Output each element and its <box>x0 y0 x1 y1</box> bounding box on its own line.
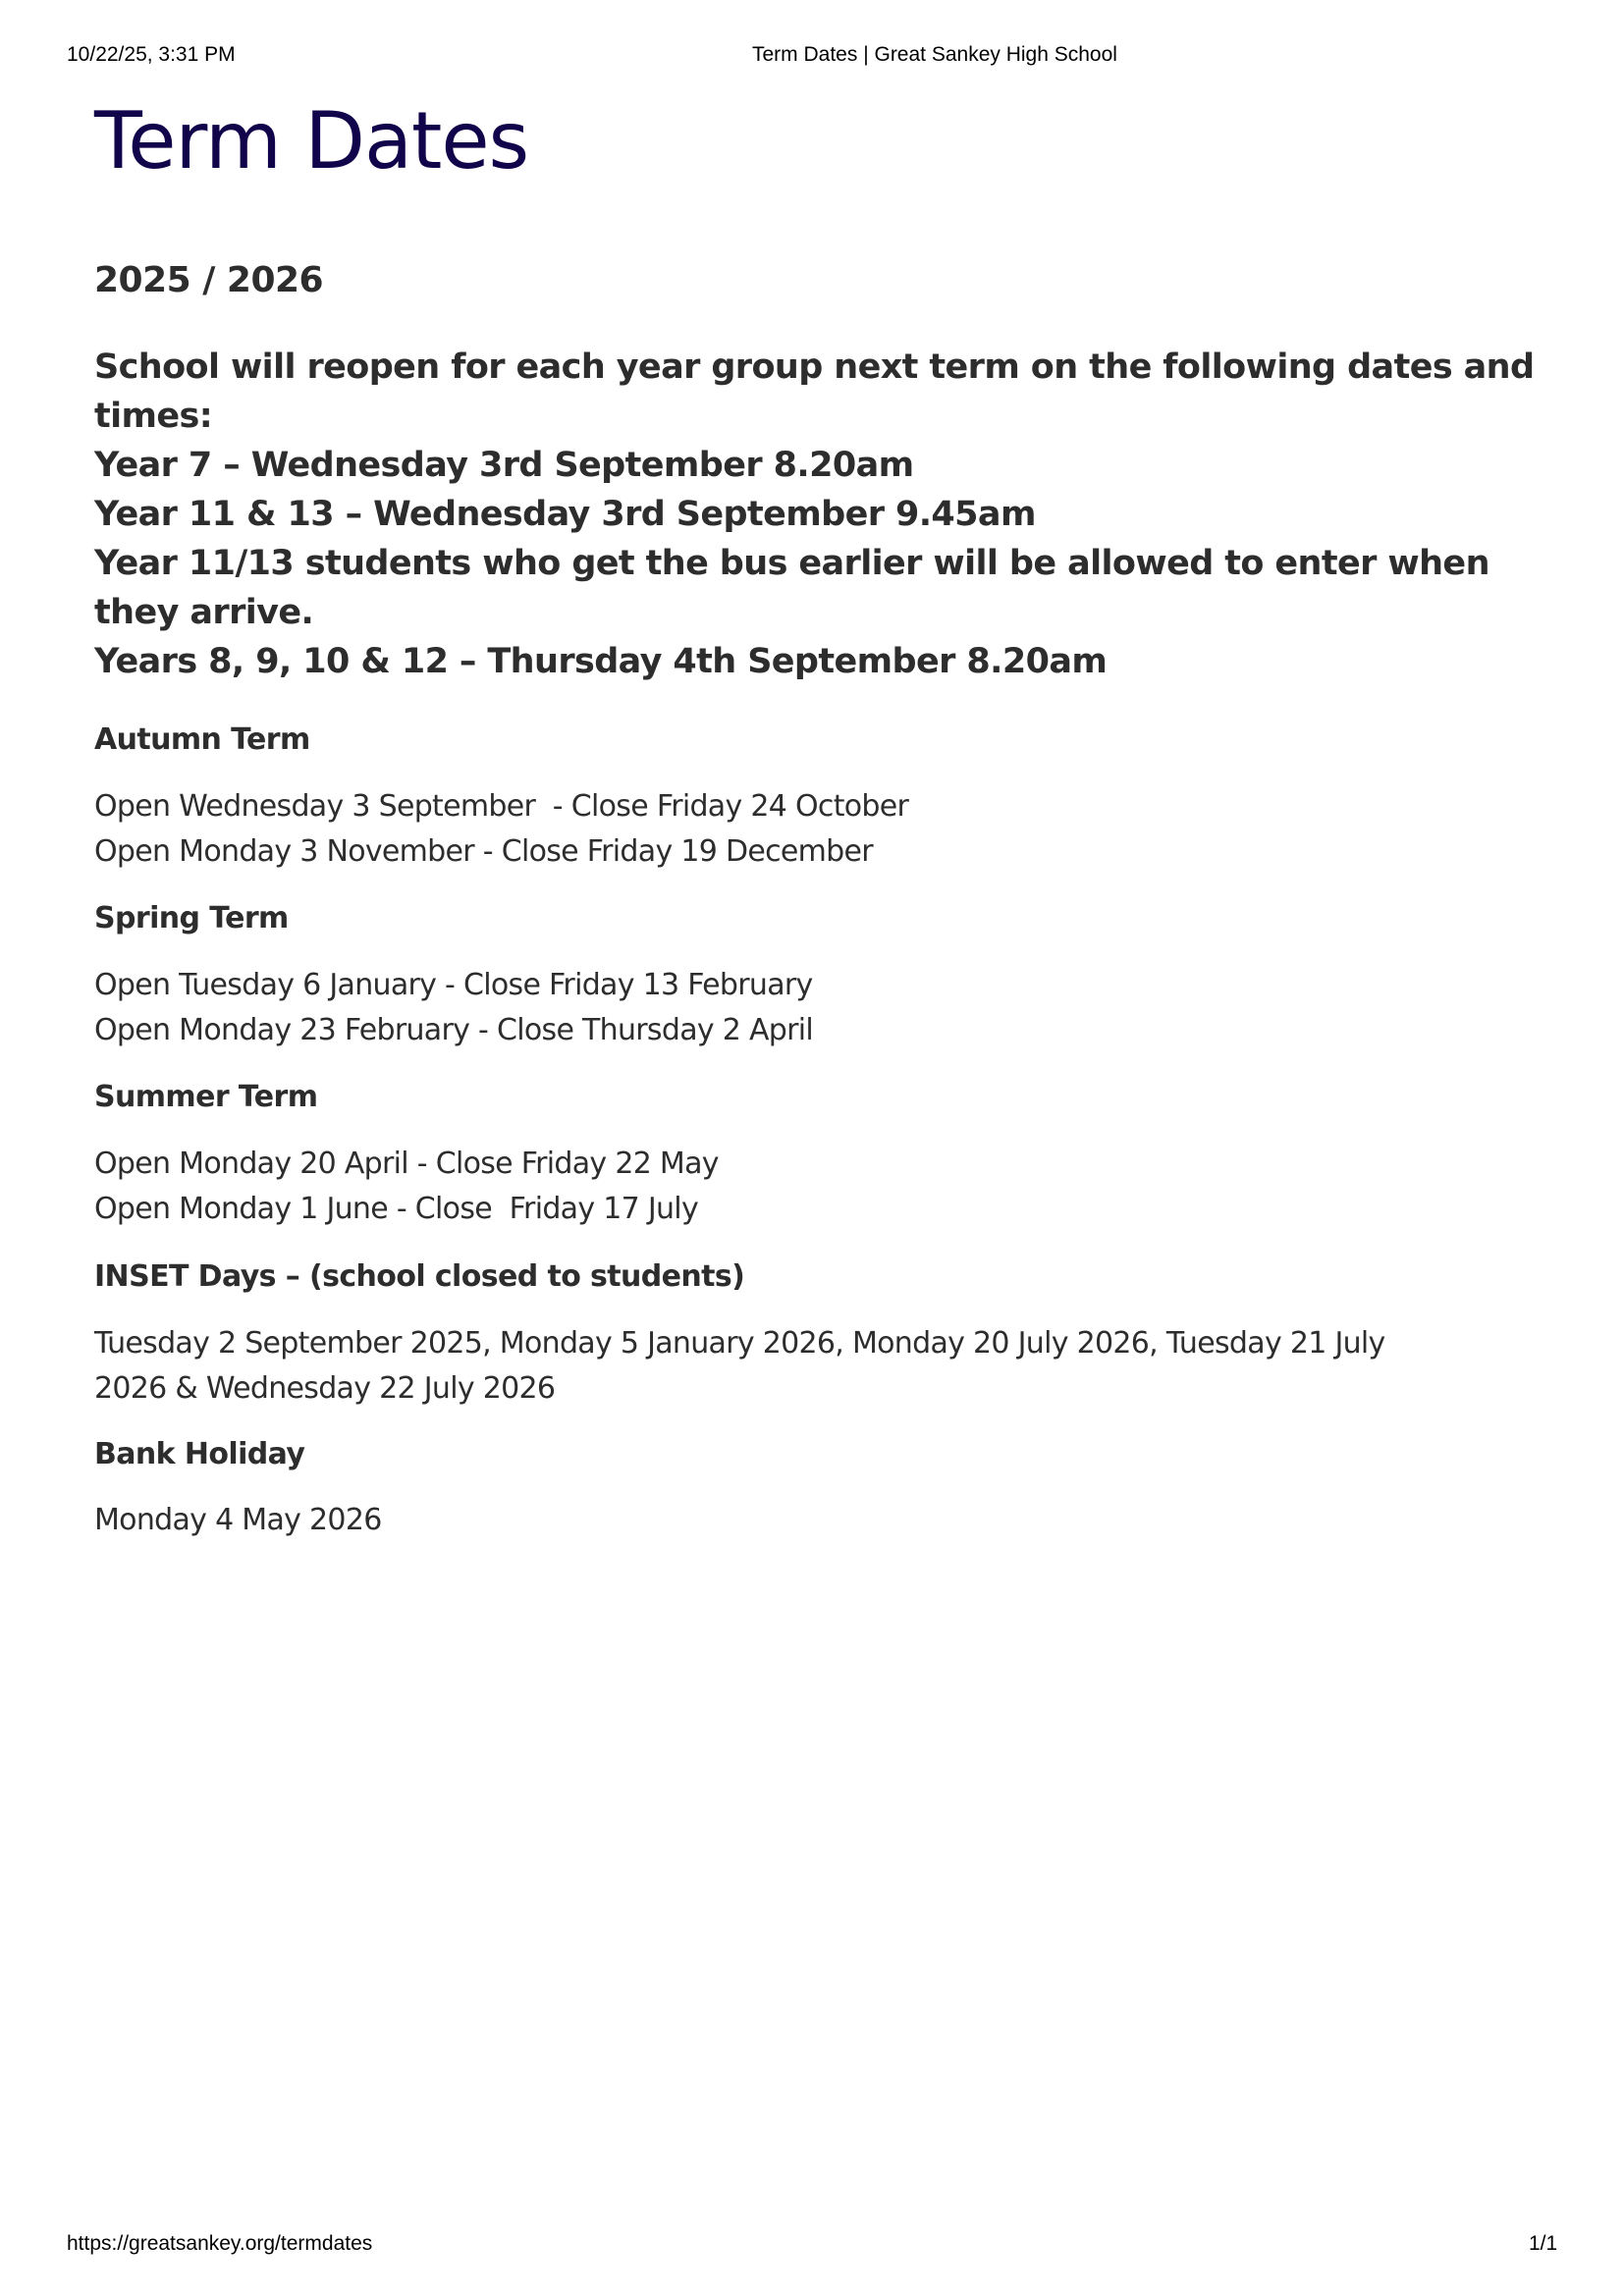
section-heading-inset-days: INSET Days – (school closed to students) <box>94 1259 745 1294</box>
page-title: Term Dates <box>94 95 529 187</box>
reopening-notice-line: Year 7 – Wednesday 3rd September 8.20am <box>94 446 914 485</box>
term-date-line: Open Monday 1 June - Close Friday 17 July <box>94 1192 698 1226</box>
inset-day-line: Tuesday 2 September 2025, Monday 5 January 2026, Monday 20 July 2026, Tuesday 21 July <box>94 1326 1385 1361</box>
section-heading-autumn-term: Autumn Term <box>94 722 310 757</box>
section-body-summer-term <box>94 1142 1547 1232</box>
print-header-page-title: Term Dates | Great Sankey High School <box>752 43 1117 66</box>
reopening-notice-line: School will reopen for each year group next term on the following dates and <box>94 347 1535 387</box>
reopening-notice-line: they arrive. <box>94 593 314 632</box>
reopening-notice-line: Year 11 & 13 – Wednesday 3rd September 9.45am <box>94 495 1036 534</box>
section-heading-bank-holiday: Bank Holiday <box>94 1437 305 1471</box>
print-header-datetime: 10/22/25, 3:31 PM <box>67 43 236 66</box>
print-footer-url: https://greatsankey.org/termdates <box>67 2232 373 2255</box>
inset-day-line: 2026 & Wednesday 22 July 2026 <box>94 1371 556 1406</box>
reopening-notice-line: Years 8, 9, 10 & 12 – Thursday 4th September 8.20am <box>94 642 1108 681</box>
section-body-bank-holiday <box>94 1498 1547 1543</box>
term-date-line: Open Monday 20 April - Close Friday 22 May <box>94 1147 719 1181</box>
term-date-line: Open Monday 23 February - Close Thursday 2 April <box>94 1013 814 1047</box>
term-date-line: Open Tuesday 6 January - Close Friday 13 February <box>94 968 813 1002</box>
section-heading-summer-term: Summer Term <box>94 1080 318 1114</box>
reopening-notice-line: times: <box>94 397 213 436</box>
reopening-notice-line: Year 11/13 students who get the bus earlier will be allowed to enter when <box>94 544 1489 583</box>
print-footer-page-number: 1/1 <box>1529 2232 1558 2255</box>
section-heading-spring-term: Spring Term <box>94 901 289 935</box>
reopening-notice <box>94 343 1547 686</box>
section-body-autumn-term <box>94 784 1547 875</box>
section-body-inset-days <box>94 1321 1547 1412</box>
academic-year-heading: 2025 / 2026 <box>94 260 324 300</box>
bank-holiday-line: Monday 4 May 2026 <box>94 1503 382 1537</box>
term-date-line: Open Monday 3 November - Close Friday 19 December <box>94 834 873 869</box>
term-date-line: Open Wednesday 3 September - Close Friday 24 October <box>94 789 909 824</box>
section-body-spring-term <box>94 963 1547 1053</box>
